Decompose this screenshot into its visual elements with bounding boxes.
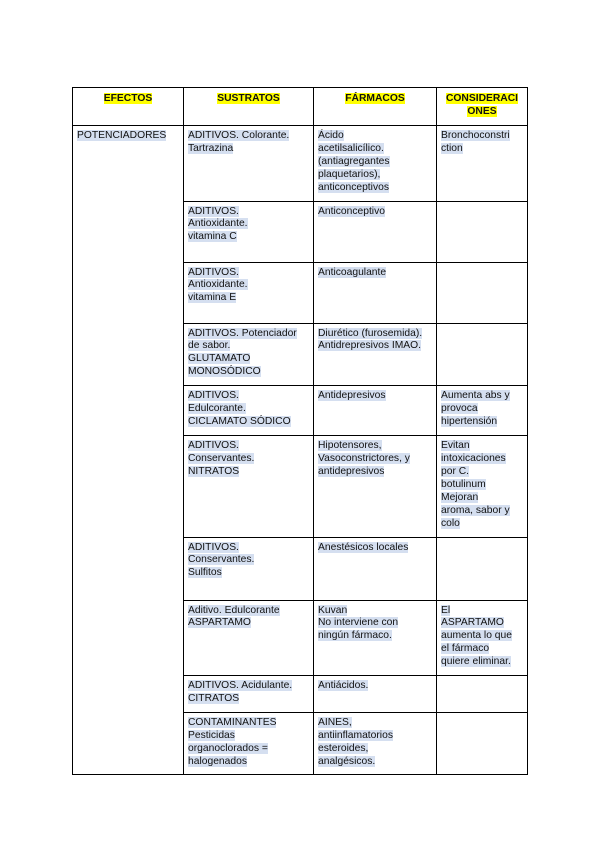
consideracion-cell xyxy=(437,676,528,713)
farmaco-cell: Anticoagulante xyxy=(314,262,437,323)
consideracion-cell: Bronchoconstri ction xyxy=(437,126,528,202)
sustrato-cell: ADITIVOS. Edulcorante. CICLAMATO SÓDICO xyxy=(184,386,314,436)
farmaco-cell: Anticonceptivo xyxy=(314,201,437,262)
consideracion-cell xyxy=(437,712,528,775)
header-sustratos: SUSTRATOS xyxy=(184,88,314,126)
sustrato-cell: ADITIVOS. Colorante. Tartrazina xyxy=(184,126,314,202)
sustrato-cell: ADITIVOS. Conservantes. NITRATOS xyxy=(184,436,314,537)
sustrato-cell: CONTAMINANTES Pesticidas organoclorados = halogenados xyxy=(184,712,314,775)
header-farmacos: FÁRMACOS xyxy=(314,88,437,126)
farmaco-cell: Antidepresivos xyxy=(314,386,437,436)
interactions-table xyxy=(72,87,528,775)
sustrato-cell: ADITIVOS. Antioxidante. vitamina C xyxy=(184,201,314,262)
header-efectos: EFECTOS xyxy=(73,88,184,126)
farmaco-cell: Antiácidos. xyxy=(314,676,437,713)
sustrato-cell: ADITIVOS. Conservantes. Sulfitos xyxy=(184,537,314,600)
farmaco-cell: Diurético (furosemida). Antidrepresivos IMAO. xyxy=(314,323,437,386)
header-consideraciones: CONSIDERACI ONES xyxy=(437,88,528,126)
effect-cell: POTENCIADORES xyxy=(73,126,184,775)
sustrato-cell: ADITIVOS. Antioxidante. vitamina E xyxy=(184,262,314,323)
consideracion-cell xyxy=(437,201,528,262)
table-row xyxy=(73,126,528,202)
consideracion-cell: Evitan intoxicaciones por C. botulinum Mejoran aroma, sabor y colo xyxy=(437,436,528,537)
farmaco-cell: Kuvan No interviene con ningún fármaco. xyxy=(314,600,437,676)
farmaco-cell: AINES, antiinflamatorios esteroides, analgésicos. xyxy=(314,712,437,775)
sustrato-cell: ADITIVOS. Potenciador de sabor. GLUTAMATO MONOSÓDICO xyxy=(184,323,314,386)
consideracion-cell xyxy=(437,262,528,323)
sustrato-cell: ADITIVOS. Acidulante. CITRATOS xyxy=(184,676,314,713)
header-row xyxy=(73,88,528,126)
farmaco-cell: Anestésicos locales xyxy=(314,537,437,600)
consideracion-cell: Aumenta abs y provoca hipertensión xyxy=(437,386,528,436)
consideracion-cell xyxy=(437,323,528,386)
farmaco-cell: Ácido acetilsalicílico. (antiagregantes plaquetarios), anticonceptivos xyxy=(314,126,437,202)
farmaco-cell: Hipotensores, Vasoconstrictores, y antidepresivos xyxy=(314,436,437,537)
sustrato-cell: Aditivo. Edulcorante ASPARTAMO xyxy=(184,600,314,676)
consideracion-cell xyxy=(437,537,528,600)
consideracion-cell: El ASPARTAMO aumenta lo que el fármaco quiere eliminar. xyxy=(437,600,528,676)
